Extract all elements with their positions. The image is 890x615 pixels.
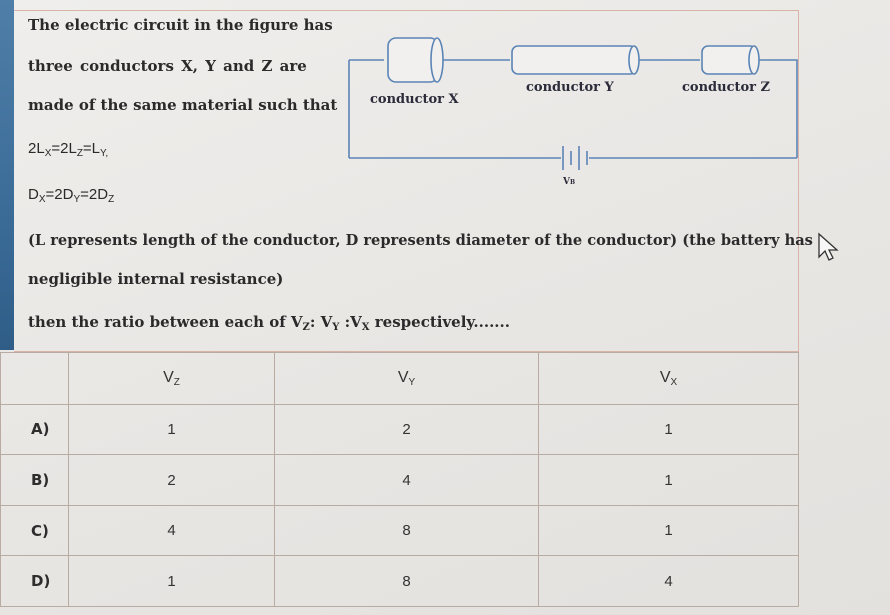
- option-row-a[interactable]: [1, 404, 799, 455]
- header-vx: $V_X$: [539, 353, 799, 405]
- cell-vy: 2: [275, 404, 539, 455]
- battery-symbol: [563, 146, 587, 170]
- cell-vz: 2: [69, 455, 275, 506]
- cell-vz: 1: [69, 404, 275, 455]
- label-conductor-x: conductor X: [370, 92, 459, 107]
- header-blank: [1, 353, 69, 405]
- cell-vy: 8: [275, 505, 539, 556]
- question-line-1: The electric circuit in the figure has: [28, 16, 333, 34]
- answer-table: [0, 352, 799, 607]
- question-line-2: three conductors X, Y and Z are: [28, 57, 307, 75]
- table-header-row: [1, 353, 799, 405]
- conductor-z-shape: [702, 46, 759, 74]
- option-row-d[interactable]: [1, 556, 799, 607]
- label-conductor-z: conductor Z: [682, 80, 771, 95]
- length-relation: $2L_X=2L_Z=L_{Y,}$: [28, 140, 109, 159]
- diameter-relation: $D_X=2D_Y=2D_Z$: [28, 186, 115, 205]
- option-label[interactable]: D): [1, 556, 69, 607]
- cell-vx: 1: [539, 505, 799, 556]
- label-conductor-y: conductor Y: [526, 80, 614, 95]
- cell-vx: 4: [539, 556, 799, 607]
- header-vy: $V_Y$: [275, 353, 539, 405]
- mouse-cursor-icon: [816, 232, 842, 262]
- cell-vz: 4: [69, 505, 275, 556]
- cell-vy: 8: [275, 556, 539, 607]
- definition-note: (L represents length of the conductor, D represents diameter of the conductor) (the battery has: [28, 232, 813, 249]
- cell-vy: 4: [275, 455, 539, 506]
- cell-vx: 1: [539, 404, 799, 455]
- battery-voltage-label: VB: [563, 177, 576, 187]
- question-line-3: made of the same material such that: [28, 96, 338, 114]
- cell-vz: 1: [69, 556, 275, 607]
- option-label[interactable]: C): [1, 505, 69, 556]
- option-label[interactable]: B): [1, 455, 69, 506]
- header-vz: $V_Z$: [69, 353, 275, 405]
- option-row-c[interactable]: [1, 505, 799, 556]
- definition-note-cont: negligible internal resistance): [28, 270, 284, 288]
- option-row-b[interactable]: [1, 455, 799, 506]
- question-ask: then the ratio between each of $V_Z$: $V_Y$ $:V_X$ respectively.......: [28, 313, 510, 333]
- conductor-y-shape: [512, 46, 639, 74]
- cell-vx: 1: [539, 455, 799, 506]
- conductor-x-shape: [388, 38, 443, 82]
- wire-top-right: [759, 60, 797, 158]
- option-label[interactable]: A): [1, 404, 69, 455]
